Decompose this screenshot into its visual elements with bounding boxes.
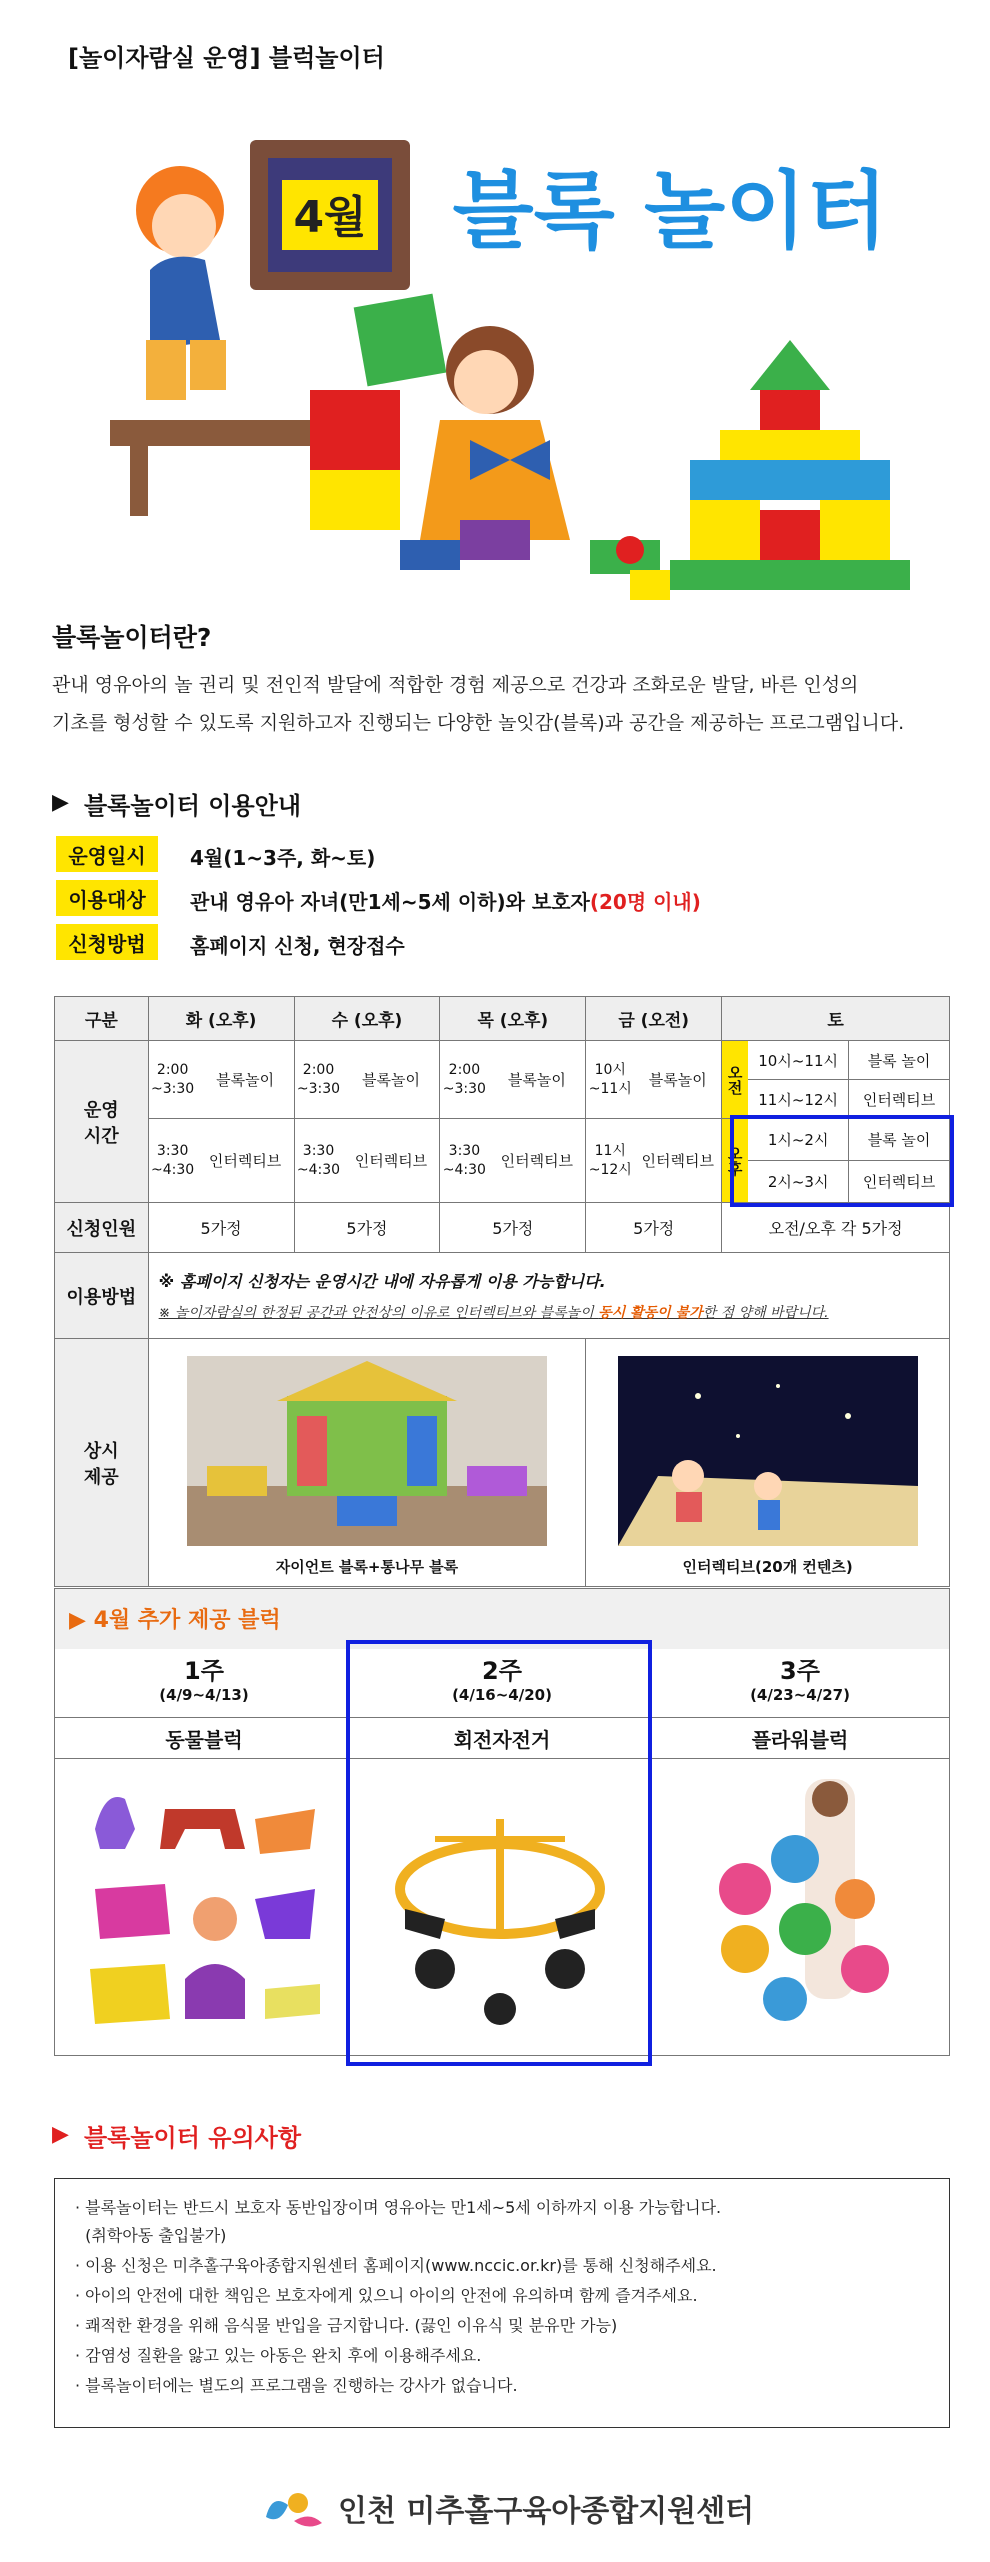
usage-note-highlight: 동시 활동이 불가 [598,1305,703,1321]
table-header: 수 (오후) [294,997,440,1041]
week-number: 2주 [482,1657,522,1685]
slot-time: 11시 ~12시 [588,1142,632,1178]
month-badge: 4월 [293,192,367,243]
note-item: · 블록놀이터에는 별도의 프로그램을 진행하는 강사가 없습니다. [75,2376,518,2395]
capacity-cell: 5가정 [294,1203,440,1253]
week2-highlight-box [346,1640,652,2066]
saturday-pm-highlight-box [730,1115,954,1207]
slot-activity: 블록놀이 [361,1071,420,1089]
slot-time: 3:30 ~4:30 [442,1142,486,1178]
week-block-name: 회전자전거 [353,1717,651,1759]
giant-block-photo [187,1356,547,1546]
week-block-name: 동물블럭 [55,1717,353,1759]
slot-time: 2:00 ~3:30 [442,1061,486,1097]
note-item: · 쾌적한 환경을 위해 음식물 반입을 금지합니다. (끓인 이유식 및 분유만 가능) [75,2316,618,2335]
blocks-title: ▶ 4월 추가 제공 블럭 [69,1608,281,1633]
capacity-cell: 5가정 [148,1203,294,1253]
slot-activity: 블록놀이 [648,1071,707,1089]
info-label: 신청방법 [56,924,158,960]
flower-blocks-image [685,1769,925,2039]
note-item: (취학아동 출입불가) [75,2226,227,2245]
capacity-cell: 5가정 [586,1203,722,1253]
slot-activity: 블록놀이 [507,1071,566,1089]
info-value-text: 관내 영유아 자녀(만1세~5세 이하)와 보호자 [190,890,590,914]
info-title: 블록놀이터 이용안내 [84,792,302,820]
row-header-permanent: 상시 제공 [55,1339,149,1587]
intro-title: 블록놀이터란? [52,623,212,652]
am-label: 오전 [722,1041,748,1118]
slot-time: 3:30 ~4:30 [296,1142,341,1178]
slot-activity: 인터렉티브 [208,1152,282,1170]
info-label: 운영일시 [56,836,158,872]
sat-time: 11시~12시 [748,1080,849,1118]
hero-banner-illustration [110,120,950,630]
info-value-target [190,886,701,915]
sat-time: 1시~2시 [748,1119,849,1160]
page-header-title: [놀이자람실 운영] 블럭놀이터 [68,44,385,72]
intro-line: 기초를 형성할 수 있도록 지원하고자 진행되는 다양한 놀잇감(블록)과 공간을 제공하는 프로그램입니다. [52,712,905,734]
week-3 [651,1651,949,1704]
slot-time: 10시 ~11시 [588,1061,632,1097]
week-number: 3주 [780,1657,820,1685]
info-value: 4월(1~3주, 화~토) [190,846,376,870]
table-header: 금 (오전) [586,997,722,1041]
capacity-highlight: (20명 이내) [589,890,701,914]
note-item: · 아이의 안전에 대한 책임은 보호자에게 있으니 아이의 안전에 유의하며 함께 즐겨주세요. [75,2286,698,2305]
note-item: · 이용 신청은 미추홀구육아종합지원센터 홈페이지(www.nccic.or.kr)를 통해 신청해주세요. [75,2256,717,2275]
slot-time: 2:00 ~3:30 [151,1061,195,1097]
interactive-photo [618,1356,918,1546]
row-header-capacity: 신청인원 [55,1203,149,1253]
footer-org-name: 인천 미추홀구육아종합지원센터 [338,2494,755,2529]
slot-activity: 인터렉티브 [354,1152,428,1170]
usage-note-text: 한 점 양해 바랍니다. [702,1305,829,1321]
photo-caption: 자이언트 블록+통나무 블록 [275,1558,459,1576]
usage-note-1: ※ 홈페이지 신청자는 운영시간 내에 자유롭게 이용 가능합니다. [158,1272,606,1291]
table-header: 목 (오후) [440,997,586,1041]
week-block-name: 플라워블럭 [651,1717,949,1759]
info-label: 이용대상 [56,880,158,916]
info-value: 홈페이지 신청, 현장접수 [190,934,405,958]
intro-line: 관내 영유아의 놀 권리 및 전인적 발달에 적합한 경험 제공으로 건강과 조화로운 발달, 바른 인성의 [52,674,859,696]
hero-headline: 블록 놀이터 [452,162,888,260]
sat-activity: 블록 놀이 [867,1131,931,1149]
triangle-bullet-icon: ▶ [52,2122,69,2147]
slot-time: 2:00 ~3:30 [296,1061,341,1097]
animal-blocks-image [75,1769,335,2039]
slot-activity: 인터렉티브 [641,1152,714,1170]
slot-time: 3:30 ~4:30 [151,1142,195,1178]
usage-note-text: ※ 놀이자람실의 한정된 공간과 안전상의 이유로 인터렉티브와 블록놀이 [158,1305,599,1321]
capacity-cell: 오전/오후 각 5가정 [722,1203,950,1253]
center-logo-icon [258,2483,328,2533]
notes-box [54,2178,950,2428]
week-1 [55,1651,353,1704]
table-header: 화 (오후) [148,997,294,1041]
table-header: 구분 [55,997,149,1041]
note-item: · 감염성 질환을 앓고 있는 아동은 완치 후에 이용해주세요. [75,2346,482,2365]
week-dates: (4/16~4/20) [452,1686,552,1704]
table-header: 토 [722,997,950,1041]
usage-note-2 [149,1302,949,1322]
slot-activity: 인터렉티브 [500,1152,574,1170]
notes-title: 블록놀이터 유의사항 [84,2124,302,2152]
triangle-bullet-icon: ▶ [52,790,69,815]
week-dates: (4/9~4/13) [159,1686,249,1704]
note-item: · 블록놀이터는 반드시 보호자 동반입장이며 영유아는 만1세~5세 이하까지 이용 가능합니다. [75,2198,722,2217]
week-number: 1주 [184,1657,224,1685]
sat-time: 2시~3시 [748,1161,849,1202]
saturday-am [722,1041,949,1118]
capacity-cell: 5가정 [440,1203,586,1253]
row-header-usage: 이용방법 [55,1253,149,1339]
row-header-op: 운영 시간 [55,1041,149,1203]
footer [258,2480,754,2536]
sat-activity: 인터렉티브 [862,1173,936,1191]
schedule-table [54,996,950,1587]
sat-activity: 인터렉티브 [862,1090,936,1109]
pm-label: 오후 [722,1119,748,1202]
slot-activity: 블록놀이 [216,1071,275,1089]
week-dates: (4/23~4/27) [750,1686,850,1704]
sat-activity: 블록 놀이 [867,1051,931,1070]
photo-caption: 인터렉티브(20개 컨텐츠) [682,1558,853,1576]
sat-time: 10시~11시 [748,1041,849,1079]
